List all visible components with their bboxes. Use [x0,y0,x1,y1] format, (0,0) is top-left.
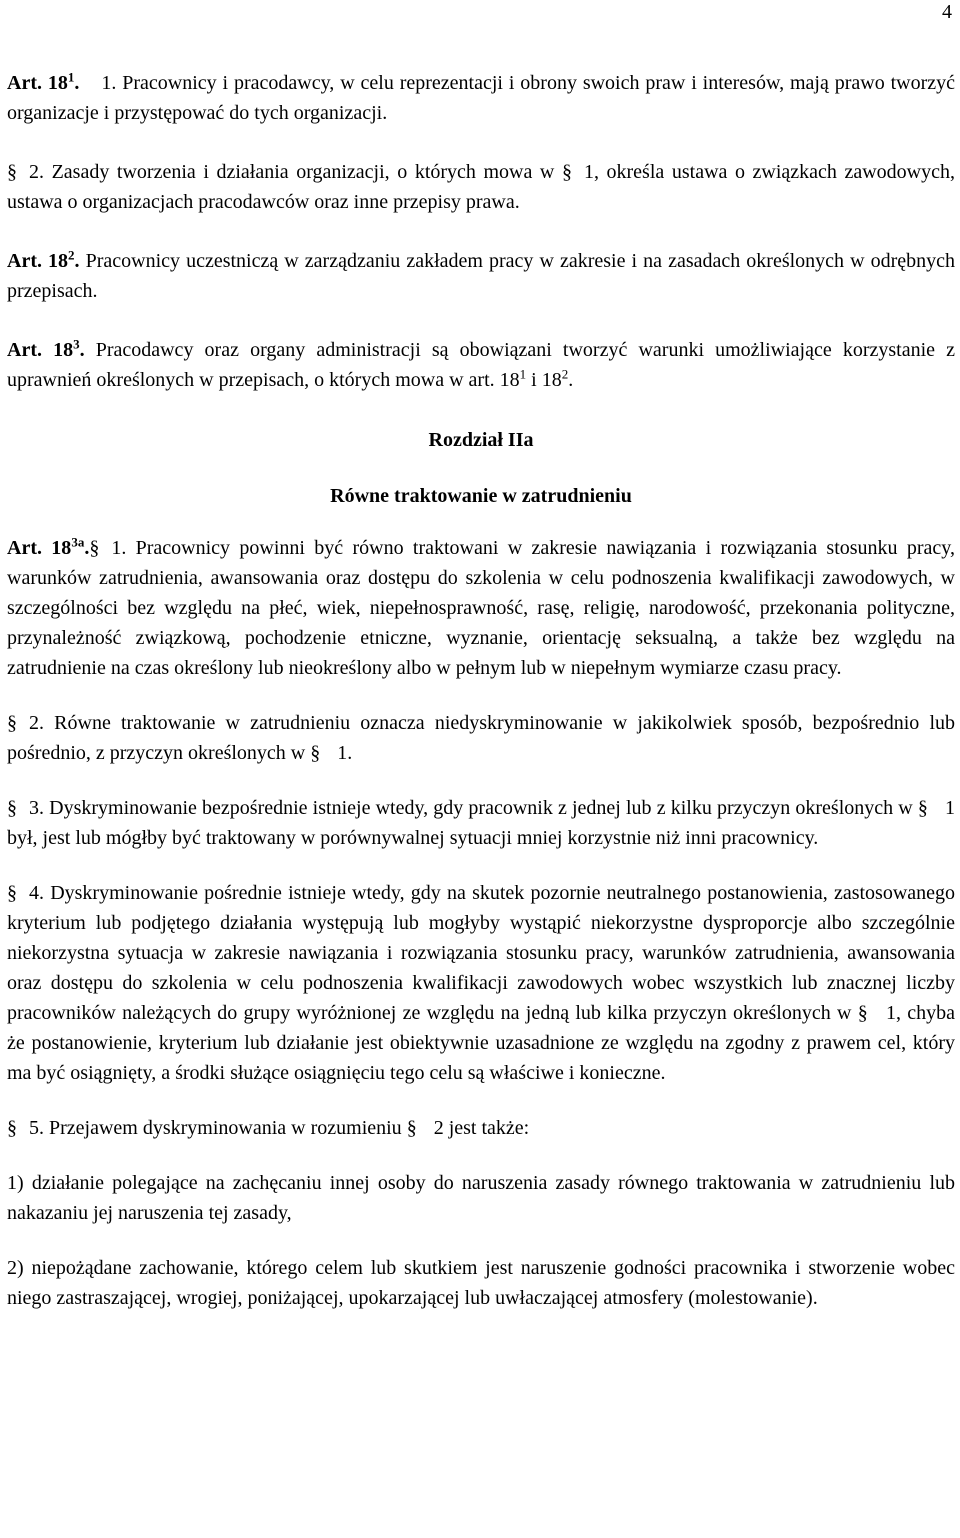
paragraph-number: 2. [29,712,44,734]
paragraph-text: Zasady tworzenia i działania organizacji, o których mowa w [51,161,555,183]
paragraph-text: 1 był, jest lub mógłby być traktowany w porównywalnej sytuacji mniej korzystnie niż inni pracownicy. [7,797,956,849]
list-item-number: 1) [7,1172,24,1194]
paragraph-text: Pracodawcy oraz organy administracji są obowiązani tworzyć warunki umożliwiające korzystanie z uprawnień określonych w przepisach, o których mowa w art. 18 [7,339,955,391]
list-item [7,1168,955,1228]
paragraph-text: Pracownicy i pracodawcy, w celu reprezentacji i obrony swoich praw i interesów, mają prawo tworzyć organizacje i przystępować do tych organizacji. [7,72,956,124]
page-number: 4 [942,1,952,23]
superscript: 1 [519,366,527,382]
section-symbol-icon: § [406,1117,417,1139]
art-18-3a-paragraph-5 [7,1113,955,1143]
paragraph-text: i 18 [531,369,562,391]
superscript: 2 [561,366,569,382]
art-18-1-paragraph-1 [7,68,955,128]
paragraph-number: 4. [29,882,44,904]
section-symbol-icon: § [7,712,17,734]
chapter-subtitle: Równe traktowanie w zatrudnieniu [330,485,632,507]
paragraph-text: 1, chyba że postanowienie, kryterium lub działanie jest obiektywnie uzasadnione ze względu na zgodny z prawem cel, który ma być osiągnięty, a środki służące osiągnięciu tego celu są właściwe i konieczne. [7,1002,955,1084]
paragraph-text: Pracownicy powinni być równo traktowani w zakresie nawiązania i rozwiązania stosunku pracy, warunków zatrudnienia, awansowania oraz dostępu do szkolenia w celu podnoszenia kwalifikacji zawodowych, w szczególności bez względu na płeć, wiek, niepełnosprawność, rasę, religię, narodowość, przekonania polityczne, przynależność związkową, pochodzenie etniczne, wyznanie, orientację seksualną, a także bez względu na zatrudnienie na czas określony lub nieokreślony albo w pełnym lub w niepełnym wymiarze czasu pracy. [7,537,955,679]
article-label: Art. $18^3$. [7,336,85,361]
section-symbol-icon: § [561,161,572,183]
paragraph-text: Równe traktowanie w zatrudnieniu oznacza niedyskryminowanie w jakikolwiek sposób, bezpośrednio lub pośrednio, z przyczyn określonych w [7,712,956,764]
section-symbol-icon: § [7,797,17,819]
paragraph-number: 2. [29,161,44,183]
paragraph-number: 1. [111,537,127,559]
section-symbol-icon: § [7,882,17,904]
document-body [7,68,955,1313]
paragraph-number: 3. [29,797,44,819]
list-item-text: działanie polegające na zachęcaniu innej osoby do naruszenia zasady równego traktowania w zatrudnieniu lub nakazaniu jej naruszenia tej zasady, [7,1172,955,1224]
art-18-3a-paragraph-1 [7,533,955,683]
section-symbol-icon: § [310,742,321,764]
section-symbol-icon: § [857,1002,868,1024]
section-symbol-icon: § [7,161,17,183]
paragraph-text: Pracownicy uczestniczą w zarządzaniu zakładem pracy w zakresie i na zasadach określonych w odrębnych przepisach. [7,250,956,302]
paragraph-text: Dyskryminowanie bezpośrednie istnieje wtedy, gdy pracownik z jednej lub z kilku przyczyn określonych w [49,797,913,819]
art-18-3-paragraph: Art. $18^3$. Pracodawcy oraz organy administracji są obowiązani tworzyć warunki umożliwiające korzystanie z uprawnień określonych w przepisach, o których mowa w art. $18^1$ i $18^2$. [7,336,955,391]
section-symbol-icon: § [917,797,928,819]
chapter-title: Rozdział IIa [428,429,534,451]
paragraph-text: Przejawem dyskryminowania w rozumieniu [49,1117,402,1139]
list-item [7,1253,955,1313]
list-item-text: niepożądane zachowanie, którego celem lub skutkiem jest naruszenie godności pracownika i stworzenie wobec niego zastraszającej, wrogiej, poniżającej, upokarzającej lub uwłaczającej atmosfery (molestowanie). [7,1257,955,1309]
art-18-2-paragraph [7,246,955,306]
list-item-number: 2) [7,1257,24,1279]
article-label: Art. $18^2$. [7,247,80,272]
art-18-1-paragraph-2 [7,157,955,217]
section-symbol-icon: § [89,537,100,559]
art-18-3a-paragraph-4 [7,878,955,1088]
paragraph-text: Dyskryminowanie pośrednie istnieje wtedy, gdy na skutek pozornie neutralnego postanowienia, zastosowanego kryterium lub podjętego działania występują lub mogłyby wystąpić niekorzystne dysproporcje albo szczególnie niekorzystna sytuacja w zakresie nawiązania i rozwiązania stosunku pracy, warunków zatrudnienia, awansowania oraz dostępu do szkolenia w celu podnoszenia kwalifikacji zawodowych wobec wszystkich lub znacznej liczby pracowników należących do grupy wyróżnionej ze względu na jedną lub kilka przyczyn określonych w [7,882,956,1024]
section-symbol-icon: § [7,1117,17,1139]
paragraph-number: 5. [29,1117,44,1139]
article-label: Art. $18^{3a}$. [7,534,90,559]
art-18-3a-paragraph-2 [7,708,955,768]
paragraph-text: 2 jest także: [433,1117,530,1139]
paragraph-text: 1, określa ustawa o związkach zawodowych, ustawa o organizacjach pracodawców oraz inne przepisy prawa. [7,161,956,213]
paragraph-number: 1. [101,72,117,94]
article-label: Art. $18^1$. [7,69,80,94]
paragraph-text: 1. [337,742,353,764]
art-18-3a-paragraph-3 [7,793,955,853]
